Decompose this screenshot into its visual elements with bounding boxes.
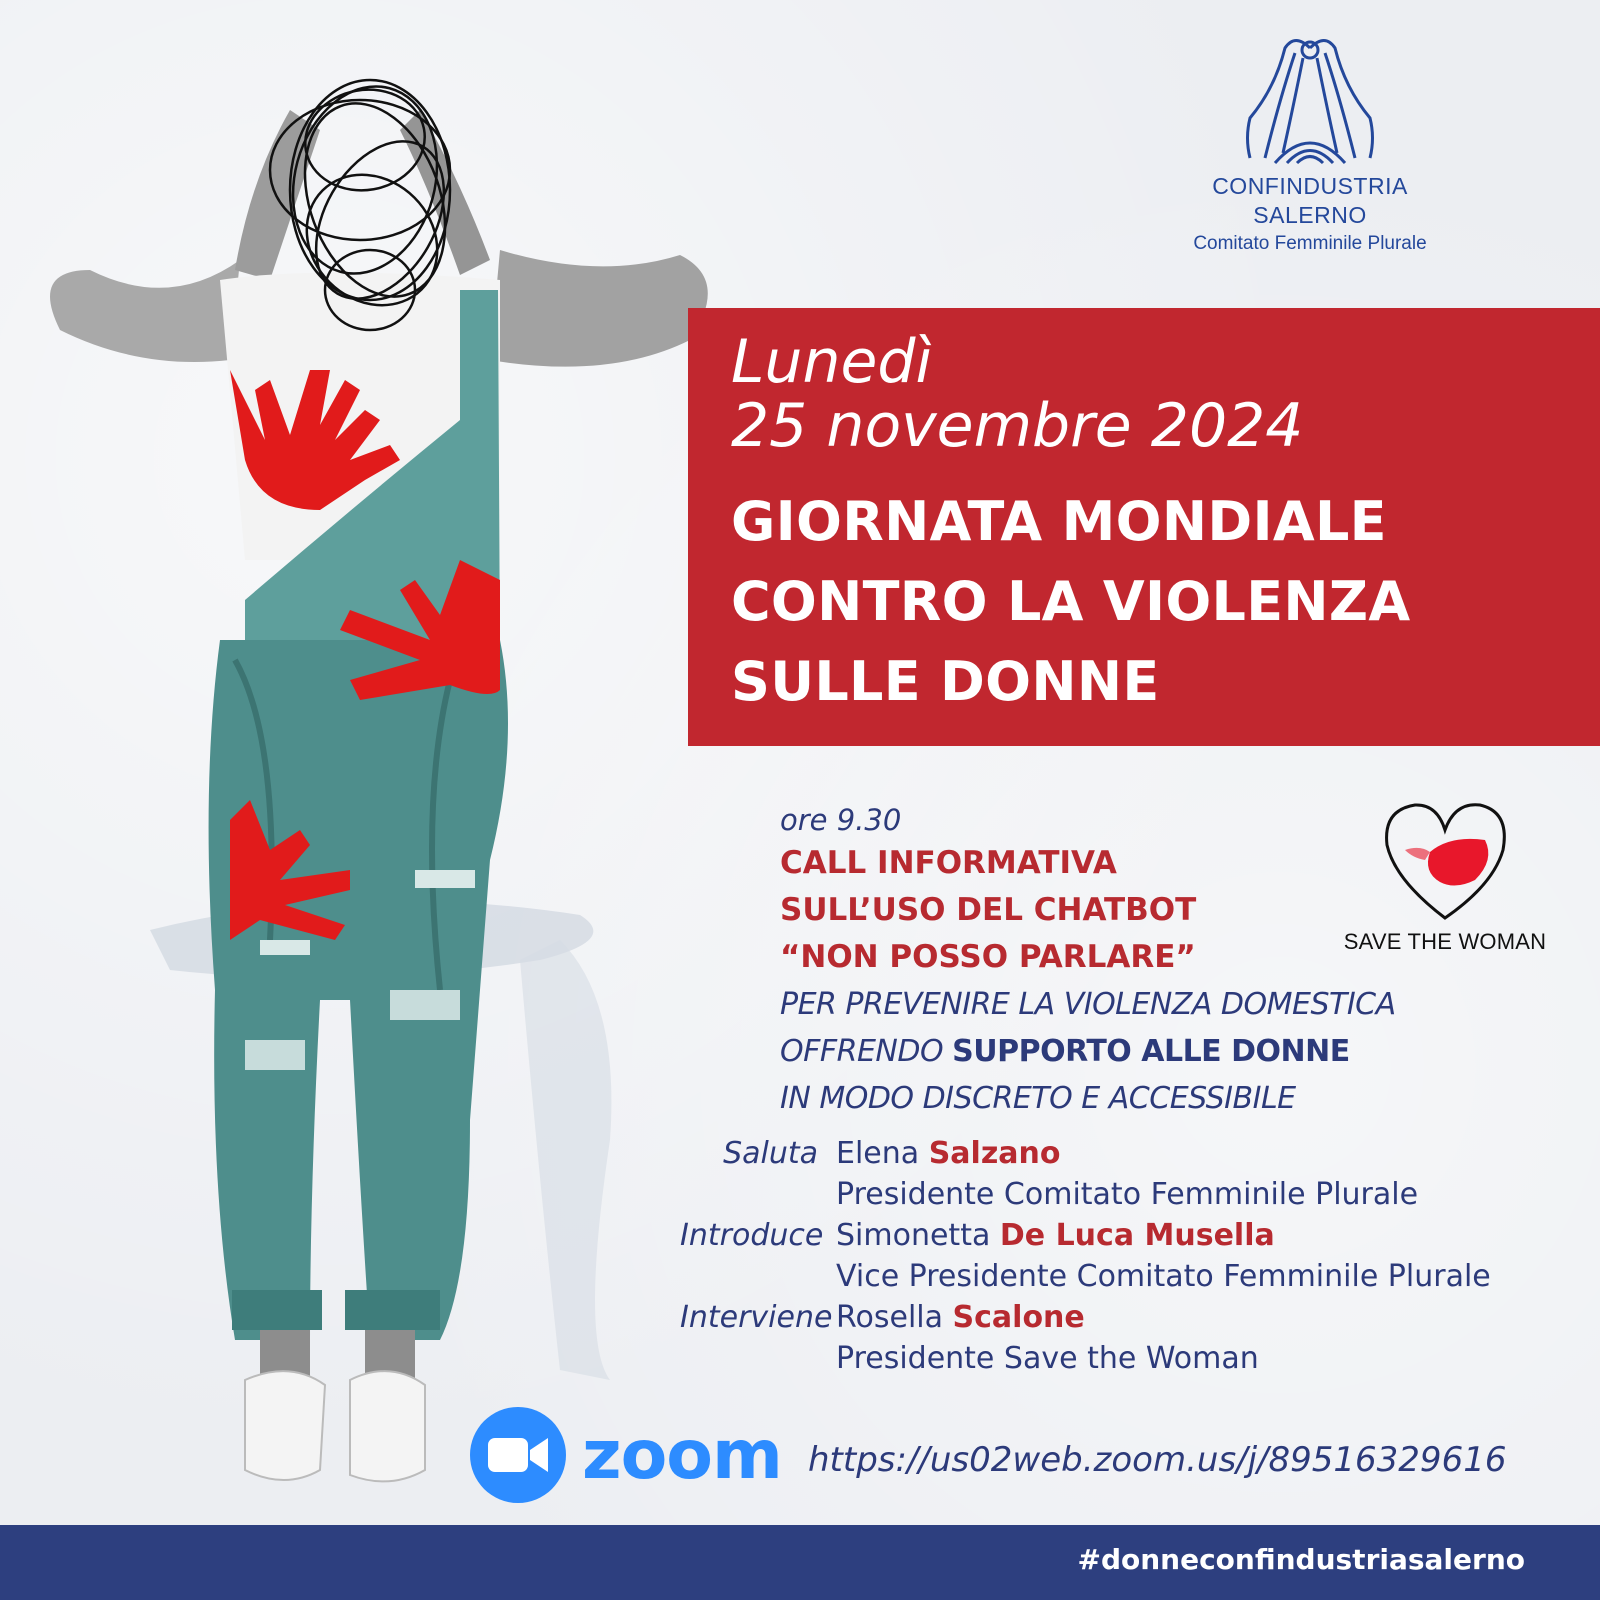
speaker-first-name: Elena (836, 1136, 929, 1171)
call-title-line: CALL INFORMATIVA (780, 845, 1117, 881)
logo-line-confindustria: CONFINDUSTRIA (1212, 173, 1408, 199)
speaker-surname: De Luca Musella (999, 1218, 1275, 1253)
heart-icon (1375, 790, 1515, 930)
event-title-line: CONTRO LA VIOLENZA (731, 570, 1411, 633)
speaker-title: Presidente Comitato Femminile Plurale (836, 1177, 1419, 1212)
call-title-line: SULL’USO DEL CHATBOT (780, 892, 1197, 928)
speaker-row (680, 1133, 1560, 1174)
woman-illustration (20, 40, 740, 1520)
speaker-title: Vice Presidente Comitato Femminile Plurale (836, 1259, 1491, 1294)
event-time: ore 9.30 (780, 803, 902, 837)
speaker-first-name: Rosella (836, 1300, 953, 1335)
speaker-first-name: Simonetta (836, 1218, 1000, 1253)
speaker-row (680, 1215, 1560, 1256)
event-title-line: SULLE DONNE (731, 650, 1160, 713)
event-title-line: GIORNATA MONDIALE (731, 490, 1387, 553)
description-line (780, 1028, 1480, 1075)
description-line: IN MODO DISCRETO E ACCESSIBILE (780, 1081, 1296, 1116)
confindustria-logo (1160, 28, 1460, 258)
speaker-name (836, 1215, 1560, 1256)
zoom-logo (468, 1405, 782, 1505)
event-day: Lunedì (731, 327, 933, 397)
logo-line-comitato: Comitato Femminile Plurale (1193, 233, 1427, 254)
speaker-name (836, 1297, 1560, 1338)
speakers-list (680, 1133, 1560, 1379)
logo-line-salerno: SALERNO (1253, 202, 1367, 228)
save-the-woman-label: SAVE THE WOMAN (1343, 929, 1547, 954)
zoom-camera-icon (468, 1405, 568, 1505)
zoom-meeting-link[interactable]: https://us02web.zoom.us/j/89516329616 (808, 1440, 1507, 1480)
event-title (731, 482, 1600, 722)
speaker-name (836, 1133, 1560, 1174)
zoom-wordmark: zoom (582, 1415, 782, 1495)
description-prefix: OFFRENDO (780, 1034, 953, 1069)
woman-figure-svg (20, 40, 740, 1520)
save-the-woman-logo (1335, 790, 1555, 955)
speaker-row (680, 1297, 1560, 1338)
description-highlight: SUPPORTO ALLE DONNE (952, 1034, 1350, 1069)
speaker-role: Interviene (680, 1300, 833, 1335)
eagle-emblem-icon (1235, 28, 1385, 168)
speaker-title: Presidente Save the Woman (836, 1341, 1259, 1376)
speaker-title-row (680, 1174, 1560, 1215)
event-date: 25 novembre 2024 (731, 391, 1304, 461)
speaker-surname: Salzano (928, 1136, 1061, 1171)
footer-hashtag: #donneconfindustriasalerno (1077, 1543, 1525, 1576)
speaker-title-row (680, 1256, 1560, 1297)
call-title-line: “NON POSSO PARLARE” (780, 939, 1196, 975)
footer-bar (0, 1525, 1600, 1600)
event-banner (688, 308, 1600, 746)
speaker-role: Introduce (680, 1218, 824, 1253)
speaker-role: Saluta (723, 1136, 818, 1171)
description-line: PER PREVENIRE LA VIOLENZA DOMESTICA (780, 987, 1396, 1022)
speaker-title-row (680, 1338, 1560, 1379)
speaker-surname: Scalone (952, 1300, 1085, 1335)
